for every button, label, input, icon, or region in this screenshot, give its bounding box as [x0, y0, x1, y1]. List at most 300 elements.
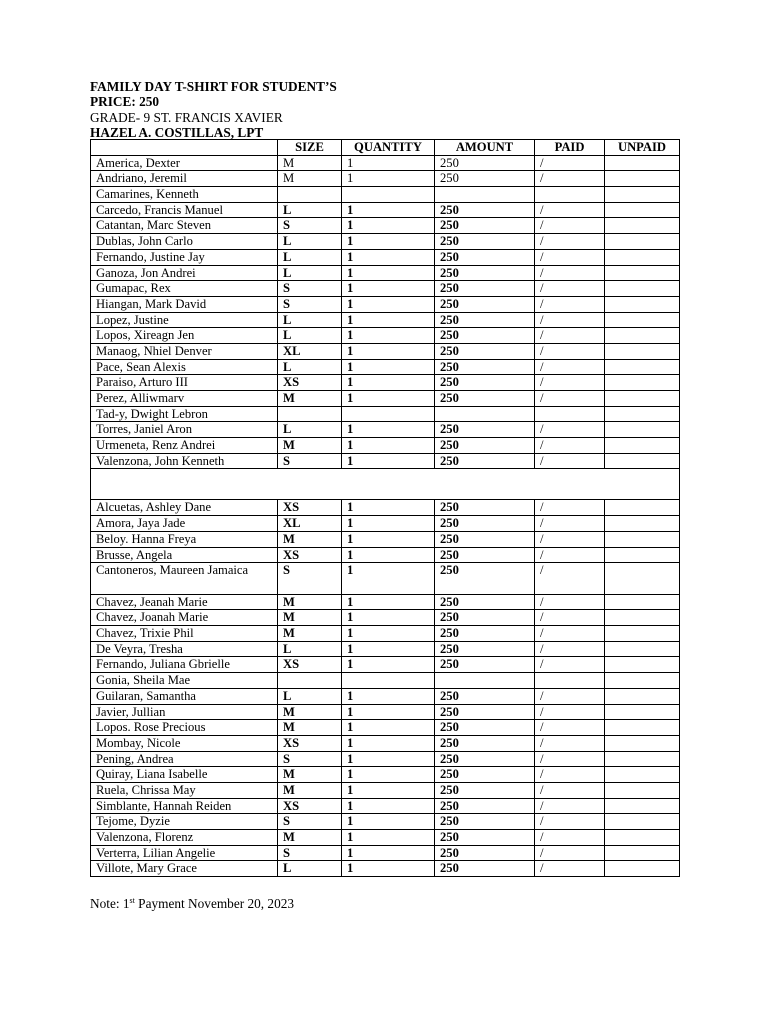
student-name-cell: Paraiso, Arturo III [91, 375, 278, 391]
student-name-cell: Torres, Janiel Aron [91, 422, 278, 438]
amount-cell: 250 [435, 343, 535, 359]
table-row [91, 782, 680, 798]
unpaid-cell [605, 343, 680, 359]
student-name-cell: Simblante, Hannah Reiden [91, 798, 278, 814]
quantity-cell: 1 [342, 453, 435, 469]
amount-cell: 250 [435, 296, 535, 312]
paid-cell: / [535, 453, 605, 469]
amount-cell: 250 [435, 641, 535, 657]
amount-cell [435, 406, 535, 422]
table-row [91, 500, 680, 516]
note-ordinal-suffix: st [129, 896, 135, 905]
amount-cell: 250 [435, 610, 535, 626]
unpaid-cell [605, 830, 680, 846]
amount-cell: 250 [435, 782, 535, 798]
unpaid-cell [605, 782, 680, 798]
amount-cell: 250 [435, 453, 535, 469]
amount-cell: 250 [435, 438, 535, 454]
size-cell: XL [278, 516, 342, 532]
paid-cell: / [535, 531, 605, 547]
quantity-cell: 1 [342, 798, 435, 814]
table-header-row [91, 140, 680, 156]
size-cell: M [278, 782, 342, 798]
size-cell: S [278, 453, 342, 469]
quantity-cell: 1 [342, 845, 435, 861]
amount-cell: 250 [435, 234, 535, 250]
table-row [91, 531, 680, 547]
column-header-unpaid: UNPAID [605, 140, 680, 156]
quantity-cell: 1 [342, 563, 435, 595]
column-header-amount: AMOUNT [435, 140, 535, 156]
student-name-cell: Andriano, Jeremil [91, 171, 278, 187]
size-cell: M [278, 610, 342, 626]
student-name-cell: Hiangan, Mark David [91, 296, 278, 312]
paid-cell: / [535, 312, 605, 328]
student-name-cell: Ganoza, Jon Andrei [91, 265, 278, 281]
paid-cell: / [535, 735, 605, 751]
student-name-cell: Beloy. Hanna Freya [91, 531, 278, 547]
size-cell: M [278, 155, 342, 171]
table-row [91, 171, 680, 187]
quantity-cell: 1 [342, 641, 435, 657]
student-name-cell: Javier, Jullian [91, 704, 278, 720]
size-cell: XS [278, 657, 342, 673]
paid-cell: / [535, 641, 605, 657]
paid-cell: / [535, 422, 605, 438]
student-name-cell: Dublas, John Carlo [91, 234, 278, 250]
size-cell: M [278, 531, 342, 547]
table-row [91, 343, 680, 359]
amount-cell: 250 [435, 531, 535, 547]
student-name-cell: Villote, Mary Grace [91, 861, 278, 877]
student-name-cell: Fernando, Justine Jay [91, 249, 278, 265]
quantity-cell: 1 [342, 861, 435, 877]
amount-cell: 250 [435, 171, 535, 187]
student-name-cell: Manaog, Nhiel Denver [91, 343, 278, 359]
student-name-cell: Fernando, Juliana Gbrielle [91, 657, 278, 673]
size-cell: M [278, 594, 342, 610]
size-cell: L [278, 265, 342, 281]
student-name-cell: Lopos. Rose Precious [91, 720, 278, 736]
table-row [91, 296, 680, 312]
amount-cell: 250 [435, 249, 535, 265]
table-row [91, 814, 680, 830]
unpaid-cell [605, 422, 680, 438]
size-cell: S [278, 845, 342, 861]
paid-cell: / [535, 281, 605, 297]
amount-cell: 250 [435, 688, 535, 704]
amount-cell: 250 [435, 500, 535, 516]
unpaid-cell [605, 563, 680, 595]
column-header-size: SIZE [278, 140, 342, 156]
amount-cell: 250 [435, 202, 535, 218]
size-cell: XS [278, 547, 342, 563]
size-cell: L [278, 861, 342, 877]
amount-cell: 250 [435, 704, 535, 720]
amount-cell: 250 [435, 845, 535, 861]
table-row [91, 563, 680, 595]
paid-cell: / [535, 814, 605, 830]
quantity-cell: 1 [342, 359, 435, 375]
quantity-cell: 1 [342, 782, 435, 798]
unpaid-cell [605, 845, 680, 861]
paid-cell: / [535, 626, 605, 642]
unpaid-cell [605, 202, 680, 218]
quantity-cell: 1 [342, 767, 435, 783]
amount-cell: 250 [435, 391, 535, 407]
paid-cell [535, 406, 605, 422]
amount-cell: 250 [435, 155, 535, 171]
paid-cell: / [535, 782, 605, 798]
amount-cell [435, 187, 535, 203]
amount-cell: 250 [435, 422, 535, 438]
paid-cell: / [535, 830, 605, 846]
table-row [91, 798, 680, 814]
quantity-cell: 1 [342, 281, 435, 297]
paid-cell: / [535, 218, 605, 234]
paid-cell: / [535, 861, 605, 877]
amount-cell: 250 [435, 720, 535, 736]
table-row [91, 218, 680, 234]
amount-cell: 250 [435, 312, 535, 328]
quantity-cell: 1 [342, 626, 435, 642]
paid-cell: / [535, 563, 605, 595]
quantity-cell: 1 [342, 391, 435, 407]
paid-cell: / [535, 798, 605, 814]
table-row [91, 406, 680, 422]
unpaid-cell [605, 720, 680, 736]
table-row [91, 688, 680, 704]
table-row [91, 155, 680, 171]
paid-cell [535, 187, 605, 203]
unpaid-cell [605, 312, 680, 328]
table-row [91, 202, 680, 218]
amount-cell: 250 [435, 328, 535, 344]
student-name-cell: Cantoneros, Maureen Jamaica [91, 563, 278, 595]
unpaid-cell [605, 406, 680, 422]
size-cell: XL [278, 343, 342, 359]
quantity-cell: 1 [342, 375, 435, 391]
size-cell: S [278, 296, 342, 312]
unpaid-cell [605, 767, 680, 783]
paid-cell: / [535, 343, 605, 359]
table-row [91, 422, 680, 438]
student-name-cell: Brusse, Angela [91, 547, 278, 563]
unpaid-cell [605, 375, 680, 391]
unpaid-cell [605, 688, 680, 704]
quantity-cell: 1 [342, 296, 435, 312]
column-header-name [91, 140, 278, 156]
unpaid-cell [605, 453, 680, 469]
quantity-cell: 1 [342, 171, 435, 187]
student-name-cell: Carcedo, Francis Manuel [91, 202, 278, 218]
quantity-cell: 1 [342, 438, 435, 454]
size-cell: M [278, 720, 342, 736]
quantity-cell: 1 [342, 155, 435, 171]
quantity-cell: 1 [342, 234, 435, 250]
amount-cell: 250 [435, 218, 535, 234]
paid-cell: / [535, 751, 605, 767]
paid-cell: / [535, 688, 605, 704]
quantity-cell [342, 673, 435, 689]
student-name-cell: De Veyra, Tresha [91, 641, 278, 657]
size-cell: L [278, 202, 342, 218]
amount-cell: 250 [435, 735, 535, 751]
size-cell: XS [278, 798, 342, 814]
student-name-cell: Valenzona, Florenz [91, 830, 278, 846]
quantity-cell: 1 [342, 720, 435, 736]
note-text: Payment November 20, 2023 [134, 896, 295, 911]
paid-cell: / [535, 265, 605, 281]
size-cell: L [278, 688, 342, 704]
table-row [91, 438, 680, 454]
payment-note [90, 896, 294, 912]
amount-cell: 250 [435, 751, 535, 767]
student-name-cell: Pace, Sean Alexis [91, 359, 278, 375]
paid-cell: / [535, 375, 605, 391]
student-name-cell: Tejome, Dyzie [91, 814, 278, 830]
size-cell: XS [278, 735, 342, 751]
document-title: FAMILY DAY T-SHIRT FOR STUDENT’S [90, 79, 337, 94]
size-cell: L [278, 641, 342, 657]
student-name-cell: Pening, Andrea [91, 751, 278, 767]
table-row [91, 187, 680, 203]
student-name-cell: Quiray, Liana Isabelle [91, 767, 278, 783]
unpaid-cell [605, 594, 680, 610]
size-cell: S [278, 814, 342, 830]
unpaid-cell [605, 798, 680, 814]
amount-cell: 250 [435, 657, 535, 673]
grade-section-line: GRADE- 9 ST. FRANCIS XAVIER [90, 110, 283, 125]
quantity-cell: 1 [342, 265, 435, 281]
student-name-cell: Lopos, Xireagn Jen [91, 328, 278, 344]
size-cell: S [278, 751, 342, 767]
quantity-cell: 1 [342, 751, 435, 767]
student-name-cell: Gonia, Sheila Mae [91, 673, 278, 689]
amount-cell: 250 [435, 265, 535, 281]
quantity-cell: 1 [342, 328, 435, 344]
size-cell: S [278, 218, 342, 234]
size-cell: M [278, 626, 342, 642]
size-cell: M [278, 171, 342, 187]
group-separator-cell [91, 469, 680, 500]
quantity-cell: 1 [342, 218, 435, 234]
unpaid-cell [605, 438, 680, 454]
paid-cell: / [535, 516, 605, 532]
table-row [91, 704, 680, 720]
paid-cell: / [535, 296, 605, 312]
unpaid-cell [605, 704, 680, 720]
unpaid-cell [605, 735, 680, 751]
quantity-cell: 1 [342, 500, 435, 516]
unpaid-cell [605, 281, 680, 297]
note-prefix: Note: 1 [90, 896, 130, 911]
quantity-cell [342, 187, 435, 203]
size-cell: L [278, 234, 342, 250]
unpaid-cell [605, 861, 680, 877]
paid-cell: / [535, 249, 605, 265]
table-row [91, 375, 680, 391]
quantity-cell: 1 [342, 657, 435, 673]
table-row [91, 265, 680, 281]
student-name-cell: Catantan, Marc Steven [91, 218, 278, 234]
quantity-cell: 1 [342, 594, 435, 610]
paid-cell: / [535, 500, 605, 516]
size-cell: L [278, 422, 342, 438]
size-cell: M [278, 438, 342, 454]
price-line: PRICE: 250 [90, 94, 160, 109]
amount-cell: 250 [435, 359, 535, 375]
size-cell: M [278, 767, 342, 783]
unpaid-cell [605, 218, 680, 234]
table-row [91, 751, 680, 767]
column-header-quantity: QUANTITY [342, 140, 435, 156]
paid-cell: / [535, 594, 605, 610]
paid-cell: / [535, 202, 605, 218]
paid-cell: / [535, 328, 605, 344]
student-name-cell: Urmeneta, Renz Andrei [91, 438, 278, 454]
table-row [91, 391, 680, 407]
quantity-cell: 1 [342, 735, 435, 751]
quantity-cell: 1 [342, 814, 435, 830]
unpaid-cell [605, 359, 680, 375]
quantity-cell: 1 [342, 312, 435, 328]
unpaid-cell [605, 531, 680, 547]
unpaid-cell [605, 751, 680, 767]
paid-cell: / [535, 359, 605, 375]
unpaid-cell [605, 391, 680, 407]
size-cell: M [278, 391, 342, 407]
quantity-cell: 1 [342, 343, 435, 359]
table-row [91, 641, 680, 657]
table-row [91, 673, 680, 689]
quantity-cell: 1 [342, 688, 435, 704]
quantity-cell: 1 [342, 704, 435, 720]
amount-cell: 250 [435, 830, 535, 846]
student-name-cell: Alcuetas, Ashley Dane [91, 500, 278, 516]
table-row [91, 281, 680, 297]
table-row [91, 657, 680, 673]
size-cell: M [278, 704, 342, 720]
unpaid-cell [605, 265, 680, 281]
size-cell: L [278, 359, 342, 375]
table-row [91, 234, 680, 250]
size-cell: L [278, 312, 342, 328]
unpaid-cell [605, 328, 680, 344]
table-row [91, 328, 680, 344]
unpaid-cell [605, 547, 680, 563]
paid-cell: / [535, 720, 605, 736]
student-name-cell: Amora, Jaya Jade [91, 516, 278, 532]
size-cell: S [278, 281, 342, 297]
size-cell: XS [278, 375, 342, 391]
student-name-cell: Guilaran, Samantha [91, 688, 278, 704]
quantity-cell: 1 [342, 516, 435, 532]
paid-cell: / [535, 391, 605, 407]
unpaid-cell [605, 673, 680, 689]
student-name-cell: Lopez, Justine [91, 312, 278, 328]
amount-cell: 250 [435, 861, 535, 877]
unpaid-cell [605, 500, 680, 516]
paid-cell: / [535, 704, 605, 720]
student-name-cell: Valenzona, John Kenneth [91, 453, 278, 469]
unpaid-cell [605, 610, 680, 626]
payment-roster-table [90, 139, 680, 877]
table-row [91, 453, 680, 469]
amount-cell: 250 [435, 798, 535, 814]
unpaid-cell [605, 234, 680, 250]
quantity-cell: 1 [342, 547, 435, 563]
quantity-cell: 1 [342, 610, 435, 626]
table-row [91, 830, 680, 846]
unpaid-cell [605, 296, 680, 312]
amount-cell: 250 [435, 563, 535, 595]
quantity-cell [342, 406, 435, 422]
size-cell [278, 187, 342, 203]
table-row [91, 312, 680, 328]
table-row [91, 516, 680, 532]
student-name-cell: Perez, Alliwmarv [91, 391, 278, 407]
column-header-paid: PAID [535, 140, 605, 156]
table-row [91, 626, 680, 642]
unpaid-cell [605, 171, 680, 187]
paid-cell: / [535, 171, 605, 187]
paid-cell: / [535, 610, 605, 626]
student-name-cell: Gumapac, Rex [91, 281, 278, 297]
paid-cell: / [535, 438, 605, 454]
paid-cell: / [535, 547, 605, 563]
unpaid-cell [605, 187, 680, 203]
quantity-cell: 1 [342, 531, 435, 547]
amount-cell [435, 673, 535, 689]
size-cell: S [278, 563, 342, 595]
table-row [91, 720, 680, 736]
student-name-cell: Verterra, Lilian Angelie [91, 845, 278, 861]
paid-cell: / [535, 845, 605, 861]
table-row [91, 610, 680, 626]
size-cell: L [278, 328, 342, 344]
table-row [91, 547, 680, 563]
size-cell: M [278, 830, 342, 846]
student-name-cell: Chavez, Jeanah Marie [91, 594, 278, 610]
student-name-cell: Camarines, Kenneth [91, 187, 278, 203]
table-row [91, 594, 680, 610]
paid-cell: / [535, 657, 605, 673]
amount-cell: 250 [435, 767, 535, 783]
unpaid-cell [605, 657, 680, 673]
unpaid-cell [605, 641, 680, 657]
table-row [91, 735, 680, 751]
amount-cell: 250 [435, 281, 535, 297]
unpaid-cell [605, 814, 680, 830]
paid-cell [535, 673, 605, 689]
quantity-cell: 1 [342, 202, 435, 218]
unpaid-cell [605, 516, 680, 532]
size-cell: L [278, 249, 342, 265]
student-name-cell: Chavez, Joanah Marie [91, 610, 278, 626]
amount-cell: 250 [435, 626, 535, 642]
quantity-cell: 1 [342, 422, 435, 438]
size-cell: XS [278, 500, 342, 516]
amount-cell: 250 [435, 814, 535, 830]
student-name-cell: America, Dexter [91, 155, 278, 171]
table-row [91, 767, 680, 783]
quantity-cell: 1 [342, 249, 435, 265]
teacher-name: HAZEL A. COSTILLAS, LPT [90, 125, 264, 140]
paid-cell: / [535, 234, 605, 250]
size-cell [278, 673, 342, 689]
amount-cell: 250 [435, 594, 535, 610]
